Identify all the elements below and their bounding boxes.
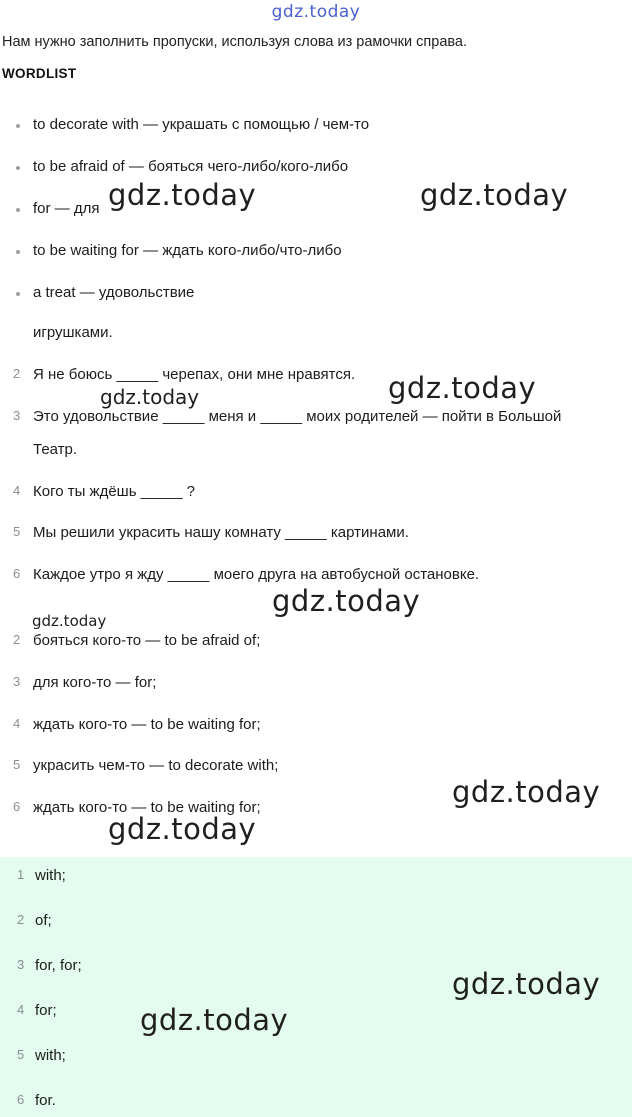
watermark: gdz.today xyxy=(108,812,257,846)
answer-number: 6 xyxy=(17,1092,25,1107)
translation-number: 2 xyxy=(13,632,21,647)
wordlist-item-text: to be waiting for — ждать кого-либо/что-либо xyxy=(33,242,342,259)
watermark: gdz.today xyxy=(272,584,421,618)
watermark: gdz.today xyxy=(108,178,257,212)
watermark: gdz.today xyxy=(452,967,601,1001)
watermark: gdz.today xyxy=(420,178,569,212)
answer-text: of; xyxy=(35,912,52,929)
translation-text: украсить чем-то — to decorate with; xyxy=(33,757,279,774)
sentence-number: 2 xyxy=(13,366,21,381)
bullet-icon xyxy=(16,166,20,170)
watermark: gdz.today xyxy=(140,1003,289,1037)
sentence-text: Мы решили украсить нашу комнату _____ картинами. xyxy=(33,524,409,541)
answer-text: for. xyxy=(35,1092,56,1109)
sentence-text: Это удовольствие _____ меня и _____ моих родителей — пойти в Большой xyxy=(33,408,562,425)
translation-number: 6 xyxy=(13,799,21,814)
sentence-text: игрушками. xyxy=(33,324,113,341)
answer-text: with; xyxy=(35,1047,66,1064)
wordlist-item-text: a treat — удовольствие xyxy=(33,284,195,301)
translation-number: 4 xyxy=(13,716,21,731)
bullet-icon xyxy=(16,124,20,128)
bullet-icon xyxy=(16,250,20,254)
bullet-icon xyxy=(16,292,20,296)
answer-number: 4 xyxy=(17,1002,25,1017)
wordlist-item-text: to decorate with — украшать с помощью / чем-то xyxy=(33,116,370,133)
sentence-text: Кого ты ждёшь _____ ? xyxy=(33,483,195,500)
translation-number: 5 xyxy=(13,757,21,772)
watermark: gdz.today xyxy=(32,612,107,630)
translation-number: 3 xyxy=(13,674,21,689)
wordlist-item-text: for — для xyxy=(33,200,100,217)
watermark: gdz.today xyxy=(100,385,200,409)
watermark: gdz.today xyxy=(452,775,601,809)
translation-text: бояться кого-то — to be afraid of; xyxy=(33,632,261,649)
translation-text: ждать кого-то — to be waiting for; xyxy=(33,799,261,816)
translation-text: ждать кого-то — to be waiting for; xyxy=(33,716,261,733)
sentence-number: 4 xyxy=(13,483,21,498)
translation-text: для кого-то — for; xyxy=(33,674,157,691)
answer-number: 2 xyxy=(17,912,25,927)
answer-text: for; xyxy=(35,1002,57,1019)
answer-number: 5 xyxy=(17,1047,25,1062)
answer-text: with; xyxy=(35,867,66,884)
answer-text: for, for; xyxy=(35,957,82,974)
bullet-icon xyxy=(16,208,20,212)
site-label: gdz.today xyxy=(271,2,361,22)
answer-number: 3 xyxy=(17,957,25,972)
wordlist-item-text: to be afraid of — бояться чего-либо/кого-либо xyxy=(33,158,349,175)
sentence-text: Каждое утро я жду _____ моего друга на автобусной остановке. xyxy=(33,566,480,583)
sentence-number: 5 xyxy=(13,524,21,539)
sentence-number: 3 xyxy=(13,408,21,423)
sentence-text: Театр. xyxy=(33,441,78,458)
sentence-number: 6 xyxy=(13,566,21,581)
watermark: gdz.today xyxy=(388,371,537,405)
sentence-text: Я не боюсь _____ черепах, они мне нравятся. xyxy=(33,366,356,383)
intro-text: Нам нужно заполнить пропуски, используя слова из рамочки справа. xyxy=(2,34,468,50)
wordlist-heading: WORDLIST xyxy=(2,66,77,81)
answer-number: 1 xyxy=(17,867,25,882)
